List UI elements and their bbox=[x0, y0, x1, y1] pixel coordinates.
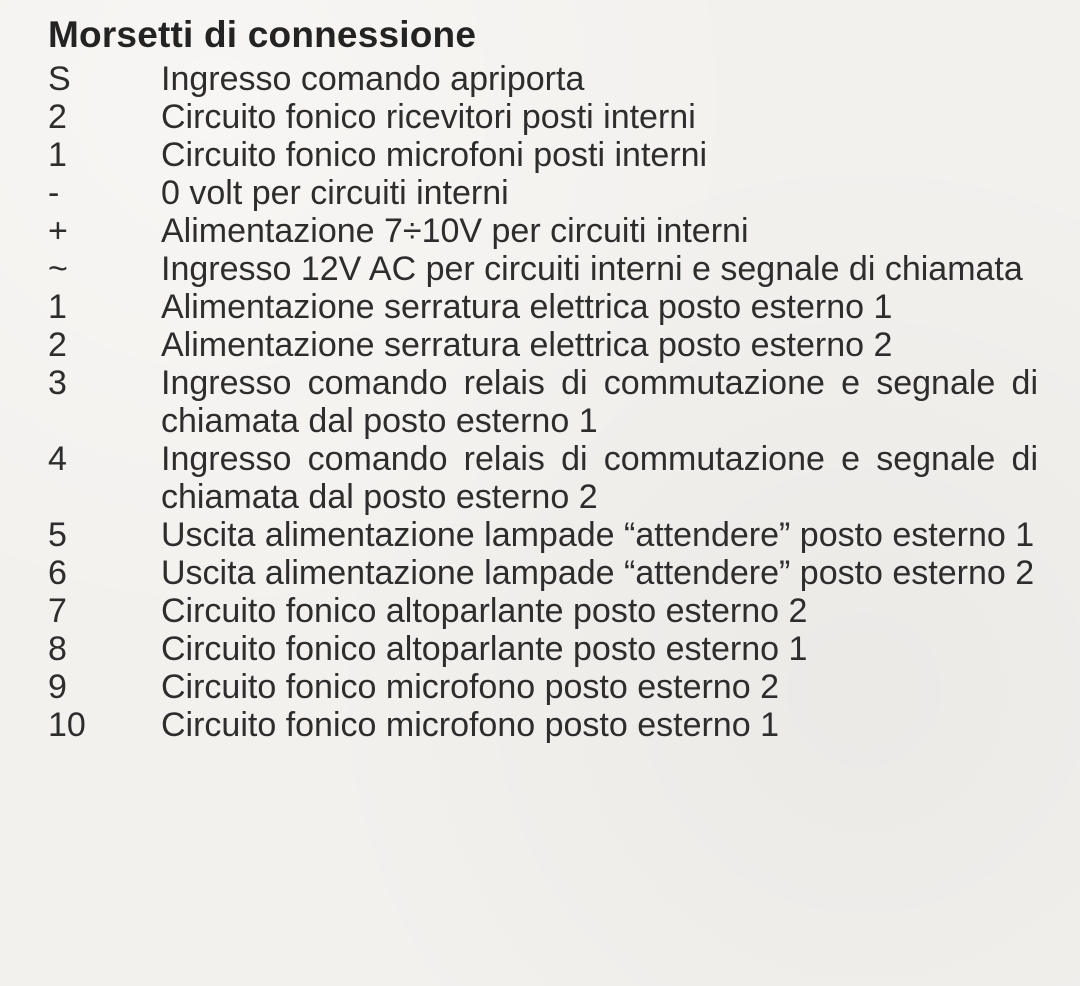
terminal-symbol: 1 bbox=[48, 288, 67, 326]
terminal-symbol: 1 bbox=[48, 136, 67, 174]
terminal-symbol: 3 bbox=[48, 364, 67, 402]
terminal-list bbox=[48, 60, 1038, 744]
terminal-description: Alimentazione serratura elettrica posto esterno 1 bbox=[161, 288, 893, 326]
terminal-row bbox=[48, 592, 1038, 630]
terminal-symbol: 2 bbox=[48, 326, 67, 364]
terminal-symbol: - bbox=[48, 174, 60, 212]
terminal-symbol: 7 bbox=[48, 592, 67, 630]
terminal-row bbox=[48, 98, 1038, 136]
terminal-description: Ingresso 12V AC per circuiti interni e segnale di chiamata bbox=[161, 250, 1023, 288]
terminal-symbol: 2 bbox=[48, 98, 67, 136]
terminal-symbol: 8 bbox=[48, 630, 67, 668]
terminal-description: Ingresso comando relais di commutazione e segnale di chiamata dal posto esterno 1 bbox=[161, 364, 1038, 440]
terminal-row bbox=[48, 440, 1038, 516]
terminal-row bbox=[48, 516, 1038, 554]
terminal-row bbox=[48, 706, 1038, 744]
terminal-symbol: S bbox=[48, 60, 71, 98]
terminal-description: Uscita alimentazione lampade “attendere” posto esterno 1 bbox=[161, 516, 1035, 554]
terminal-row bbox=[48, 136, 1038, 174]
terminal-row bbox=[48, 554, 1038, 592]
terminal-description: Uscita alimentazione lampade “attendere” posto esterno 2 bbox=[161, 554, 1035, 592]
terminal-row bbox=[48, 60, 1038, 98]
terminal-row bbox=[48, 668, 1038, 706]
terminal-row bbox=[48, 250, 1038, 288]
terminal-description: Circuito fonico microfono posto esterno 2 bbox=[161, 668, 779, 706]
terminal-symbol: 4 bbox=[48, 440, 67, 478]
terminal-row bbox=[48, 288, 1038, 326]
terminal-description: Circuito fonico altoparlante posto esterno 2 bbox=[161, 592, 808, 630]
terminal-description: Circuito fonico microfono posto esterno 1 bbox=[161, 706, 779, 744]
terminal-symbol: 10 bbox=[48, 706, 86, 744]
terminal-symbol: ~ bbox=[48, 250, 68, 288]
terminal-description: Circuito fonico altoparlante posto esterno 1 bbox=[161, 630, 808, 668]
terminal-description: Alimentazione 7÷10V per circuiti interni bbox=[161, 212, 749, 250]
terminal-description: Circuito fonico ricevitori posti interni bbox=[161, 98, 696, 136]
terminal-symbol: 9 bbox=[48, 668, 67, 706]
terminal-row bbox=[48, 212, 1038, 250]
terminal-description: Alimentazione serratura elettrica posto esterno 2 bbox=[161, 326, 893, 364]
terminal-row bbox=[48, 364, 1038, 440]
terminal-row bbox=[48, 174, 1038, 212]
terminal-description: Ingresso comando relais di commutazione e segnale di chiamata dal posto esterno 2 bbox=[161, 440, 1038, 516]
terminal-symbol: 6 bbox=[48, 554, 67, 592]
terminal-symbol: + bbox=[48, 212, 68, 250]
terminal-row bbox=[48, 326, 1038, 364]
page-title: Morsetti di connessione bbox=[48, 14, 477, 55]
terminal-description: Ingresso comando apriporta bbox=[161, 60, 585, 98]
terminal-description: Circuito fonico microfoni posti interni bbox=[161, 136, 708, 174]
terminal-description: 0 volt per circuiti interni bbox=[161, 174, 509, 212]
terminal-symbol: 5 bbox=[48, 516, 67, 554]
terminal-row bbox=[48, 630, 1038, 668]
